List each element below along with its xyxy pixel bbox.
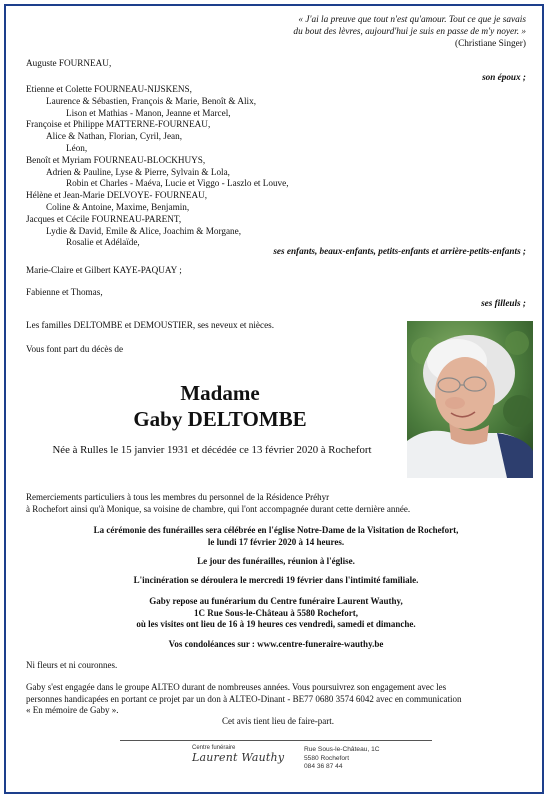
address-phone: 084 36 87 44 <box>304 763 343 770</box>
family-line: Lydie & David, Emile & Alice, Joachim & Morgane, <box>46 225 242 236</box>
ceremony-info <box>26 525 526 548</box>
alteo-line-2: personnes handicapées en portant ce projet par un don à ALTEO-Dinant - BE77 0680 3574 6042 avec en communication <box>26 693 462 704</box>
family-line: Rosalie et Adélaïde, <box>66 237 140 248</box>
thanks-line-1: Remerciements particuliers à tous les membres du personnel de la Résidence Préhyr <box>26 492 330 502</box>
family-line: Lison et Mathias - Manon, Jeanne et Marcel, <box>66 107 231 118</box>
logo-brand-name: Laurent Wauthy <box>192 751 285 764</box>
godchildren-role: ses filleuls ; <box>481 298 526 308</box>
thanks-line-2: à Rochefort ainsi qu'à Monique, sa voisine de chambre, qui l'ont accompagnée durant cette dernière année. <box>26 503 411 514</box>
alteo-line-1: Gaby s'est engagée dans le groupe ALTEO durant de nombreuses années. Vous poursuivrez son engagement avec les <box>26 682 447 692</box>
family-line: Jacques et Cécile FOURNEAU-PARENT, <box>26 213 182 224</box>
family-line: Hélène et Jean-Marie DELVOYE- FOURNEAU, <box>26 190 208 201</box>
family-line: Benoît et Myriam FOURNEAU-BLOCKHUYS, <box>26 154 206 165</box>
deceased-name: Gaby DELTOMBE <box>133 407 307 431</box>
cremation-info: L'incinération se déroulera le mercredi 19 février dans l'intimité familiale. <box>133 575 419 585</box>
ceremony-line-1: La cérémonie des funérailles sera célébrée en l'église Notre-Dame de la Visitation de Rochefort, <box>93 525 459 535</box>
notice-statement: Cet avis tient lieu de faire-part. <box>222 716 334 726</box>
address-line-2: 5580 Rochefort <box>304 754 350 762</box>
ceremony-line-2: le lundi 17 février 2020 à 14 heures. <box>207 536 345 547</box>
logo-subtitle: Centre funéraire <box>192 745 236 751</box>
epigraph-quote <box>226 14 526 50</box>
kaye-family: Marie-Claire et Gilbert KAYE-PAQUAY ; <box>26 265 182 275</box>
alteo-line-3: « En mémoire de Gaby ». <box>26 705 119 715</box>
family-line: Françoise et Philippe MATTERNE-FOURNEAU, <box>26 119 211 130</box>
rest-line-1: Gaby repose au funérarium du Centre funéraire Laurent Wauthy, <box>149 596 403 606</box>
announcement-intro: Vous font part du décès de <box>26 344 124 354</box>
thanks-paragraph <box>26 492 530 515</box>
deceased-title: Madame <box>180 381 260 405</box>
portrait-illustration <box>407 321 533 478</box>
family-line: Léon, <box>66 142 88 153</box>
deceased-name-block <box>60 380 380 432</box>
family-list <box>26 84 526 249</box>
gathering-info: Le jour des funérailles, réunion à l'église. <box>197 556 355 566</box>
quote-author: (Christiane Singer) <box>454 39 526 49</box>
funeral-home-address <box>304 746 380 772</box>
family-line: Laurence & Sébastien, François & Marie, Benoît & Alix, <box>46 95 256 106</box>
birth-death-dates: Née à Rulles le 15 janvier 1931 et décédée ce 13 février 2020 à Rochefort <box>52 444 372 456</box>
spouse-role: son époux ; <box>482 72 526 82</box>
extended-families: Les familles DELTOMBE et DEMOUSTIER, ses neveux et nièces. <box>26 320 275 330</box>
quote-line-1: « J'ai la preuve que tout n'est qu'amour. Tout ce que je savais <box>298 15 526 25</box>
address-line-1: Rue Sous-le-Château, 1C <box>304 746 380 753</box>
children-role: ses enfants, beaux-enfants, petits-enfants et arrière-petits-enfants ; <box>273 246 526 256</box>
portrait-photo <box>407 321 533 478</box>
no-flowers-note: Ni fleurs et ni couronnes. <box>26 660 118 670</box>
quote-line-2: du bout des lèvres, aujourd'hui je suis en passe de m'y noyer. » <box>293 27 526 37</box>
rest-line-3: où les visites ont lieu de 16 à 19 heures ces vendredi, samedi et dimanche. <box>136 619 416 629</box>
rest-line-2: 1C Rue Sous-le-Château à 5580 Rochefort, <box>194 607 358 618</box>
funeral-home-logo <box>192 745 302 775</box>
family-line: Coline & Antoine, Maxime, Benjamin, <box>46 201 190 212</box>
footer-divider <box>120 740 432 741</box>
resting-place-info <box>26 596 526 631</box>
spouse-name: Auguste FOURNEAU, <box>26 58 112 68</box>
family-line: Alice & Nathan, Florian, Cyril, Jean, <box>46 131 182 142</box>
family-line: Etienne et Colette FOURNEAU-NIJSKENS, <box>26 84 192 94</box>
family-line: Adrien & Pauline, Lyse & Pierre, Sylvain & Lola, <box>46 166 230 177</box>
alteo-paragraph <box>26 682 530 717</box>
family-line: Robin et Charles - Maéva, Lucie et Viggo - Laszlo et Louve, <box>66 178 289 189</box>
godchildren-names: Fabienne et Thomas, <box>26 287 103 297</box>
condolences-website: Vos condoléances sur : www.centre-funeraire-wauthy.be <box>168 639 384 649</box>
